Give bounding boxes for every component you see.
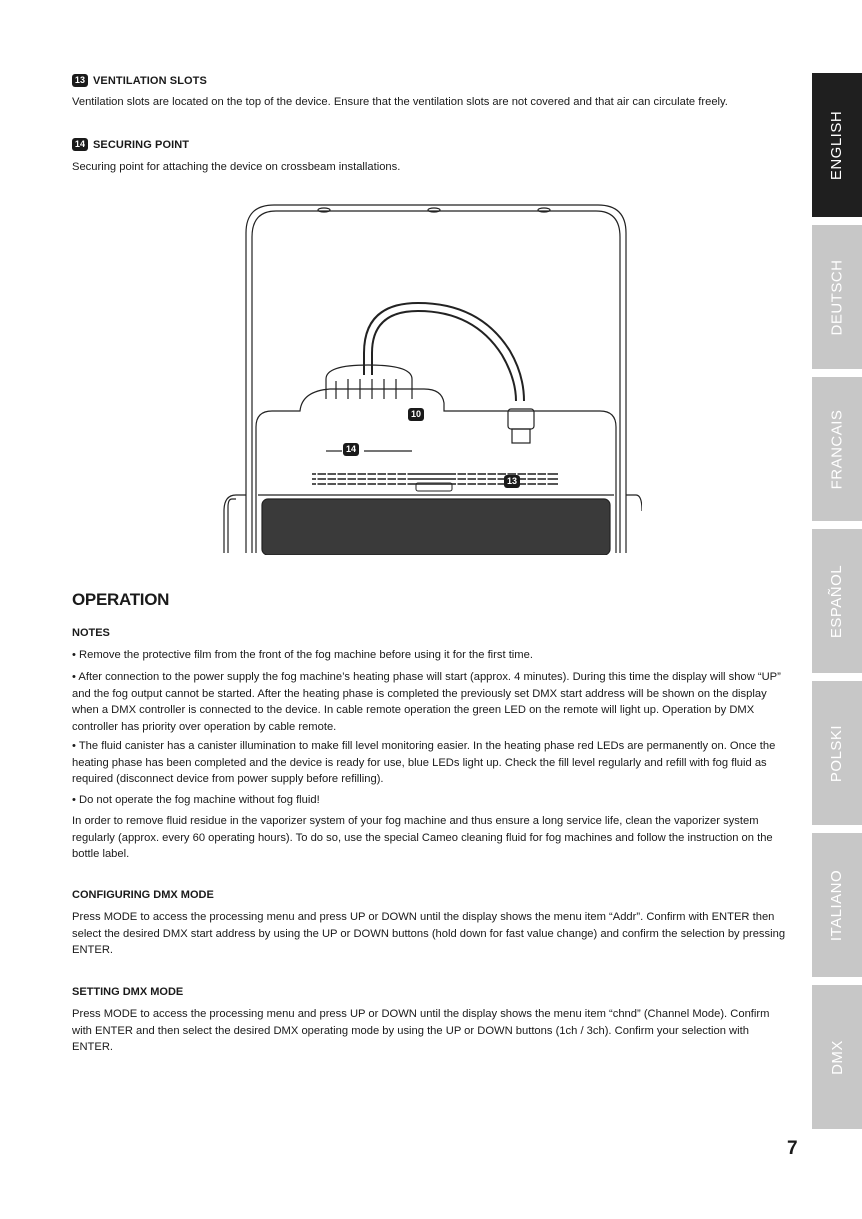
setting-text: Press MODE to access the processing menu and press UP or DOWN until the display shows the menu item “chnd” (Channel Mode). Confirm with ENTER and then select the desired DMX operating mode by using the UP or DOWN buttons (1ch / 3ch). Confirm your selection with ENTER.	[72, 1008, 770, 1053]
device-illustration	[218, 203, 642, 555]
tab-label: DEUTSCH	[828, 258, 846, 336]
tab-label: POLSKI	[828, 724, 846, 782]
note-bullet-4: • Do not operate the fog machine without fog fluid!	[72, 794, 320, 806]
securing-heading	[72, 138, 189, 151]
securing-title: SECURING POINT	[93, 138, 190, 151]
securing-text: Securing point for attaching the device on crossbeam installations.	[72, 161, 401, 173]
ventilation-text: Ventilation slots are located on the top of the device. Ensure that the ventilation slots are not covered and that air can circulate freely.	[72, 96, 728, 108]
tab-francais[interactable]	[812, 377, 862, 521]
tab-label: DMX	[828, 1039, 846, 1075]
setting-title: SETTING DMX MODE	[72, 986, 184, 998]
callout-10: 10	[408, 408, 424, 421]
configuring-title: CONFIGURING DMX MODE	[72, 889, 214, 901]
operation-title: OPERATION	[72, 590, 170, 609]
tab-italiano[interactable]	[812, 833, 862, 977]
fog-machine-drawing	[218, 203, 642, 555]
tab-label: ITALIANO	[828, 869, 846, 941]
notes-title: NOTES	[72, 627, 110, 639]
configuring-text: Press MODE to access the processing menu and press UP or DOWN until the display shows the menu item “Addr”. Confirm with ENTER then select the desired DMX start address by using the UP or DOWN buttons (hold down for fast value change) and confirm the selection by pressing ENTER.	[72, 911, 786, 956]
tab-deutsch[interactable]	[812, 225, 862, 369]
tab-english[interactable]	[812, 73, 862, 217]
tab-label: FRANCAIS	[828, 409, 846, 489]
callout-13: 13	[504, 475, 520, 488]
cleaning-text: In order to remove fluid residue in the vaporizer system of your fog machine and thus ensure a long service life, clean the vaporizer system regularly (approx. every 60 operating hours). To do so, use the special Cameo cleaning fluid for fog machines and follow the instruction on the bottle label.	[72, 815, 773, 860]
tab-dmx[interactable]	[812, 985, 862, 1129]
tab-label: ESPAÑOL	[828, 564, 846, 638]
tab-polski[interactable]	[812, 681, 862, 825]
note-bullet-3: • The fluid canister has a canister illumination to make fill level monitoring easier. In the heating phase red LEDs are permanently on. Once the heating phase has been completed and the device is ready for use, blue LEDs light up. Check the fill level regularly and refill with fog fluid as required (disconnect device from power supply before refilling).	[72, 740, 776, 785]
ventilation-title: VENTILATION SLOTS	[93, 74, 207, 87]
note-bullet-1: • Remove the protective film from the front of the fog machine before using it for the first time.	[72, 649, 533, 661]
tab-espanol[interactable]	[812, 529, 862, 673]
note-bullet-2: • After connection to the power supply the fog machine’s heating phase will start (approx. 4 minutes). During this time the display will show “UP” and the fog output cannot be started. After the heating phase is completed the previously set DMX start address will be shown on the display when a DMX controller is connected to the device. In cable remote operation the green LED on the remote will light up. Operation by DMX controller has priority over operation by cable remote.	[72, 671, 781, 733]
page-number: 7	[787, 1138, 798, 1159]
callout-badge: 13	[72, 74, 88, 87]
tab-label: ENGLISH	[828, 110, 846, 180]
callout-14: 14	[343, 443, 359, 456]
ventilation-heading	[72, 74, 207, 87]
callout-badge: 14	[72, 138, 88, 151]
